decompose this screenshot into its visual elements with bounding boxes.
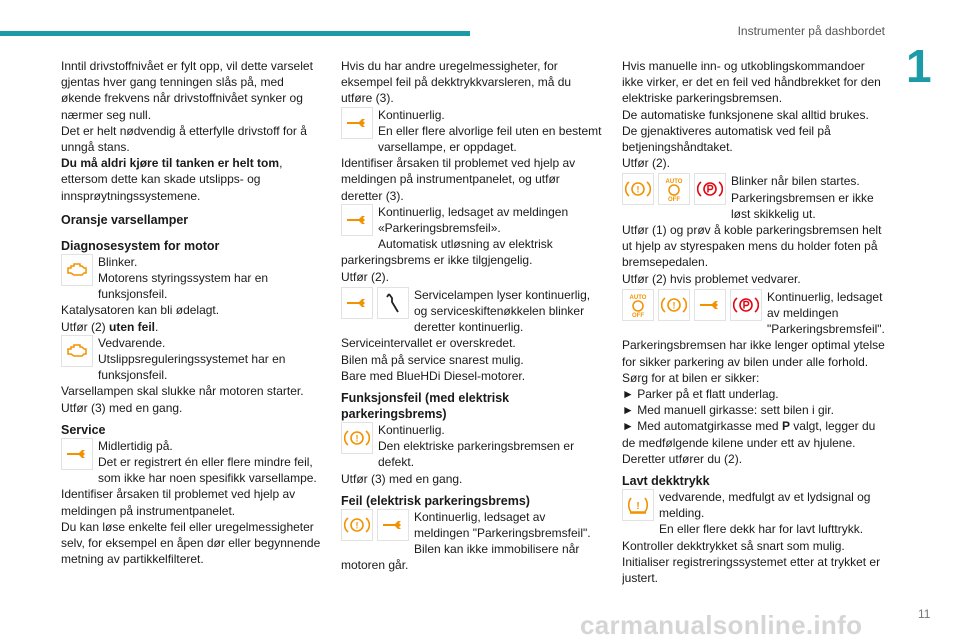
line: Utfør (2). bbox=[341, 269, 389, 284]
warning-item bbox=[622, 289, 886, 386]
line: Sørg for at bilen er sikker: bbox=[622, 370, 760, 385]
line: Midlertidig på. bbox=[98, 438, 173, 453]
section-heading: Oransje varsellamper bbox=[61, 212, 189, 227]
wrench-icon bbox=[61, 438, 93, 470]
wrench-icon bbox=[377, 509, 409, 541]
line: Identifiser årsaken til problemet ved hjelp av meldingen på instrumentpanelet. bbox=[61, 487, 296, 518]
paragraph: Inntil drivstoffnivået er fylt opp, vil dette varselet gjentas hver gang tenningen slås på, med økende frekvens når drivstoffnivået synker og nærmer seg null. bbox=[61, 59, 313, 122]
page-header-title: Instrumenter på dashbordet bbox=[737, 24, 885, 38]
paragraph: Hvis manuelle inn- og utkoblingskommandoer ikke virker, er det en feil ved håndbrekket for den elektriske parkeringsbremsen. bbox=[622, 59, 881, 106]
parking-brake-fault-icon bbox=[341, 509, 373, 541]
parking-brake-fault-icon bbox=[658, 289, 690, 321]
column-3 bbox=[622, 58, 886, 586]
auto-off-icon bbox=[622, 289, 654, 321]
section-heading: Service bbox=[61, 422, 106, 437]
line: Den elektriske parkeringsbremsen er defekt. bbox=[378, 439, 575, 470]
engine-icon bbox=[61, 335, 93, 367]
line: Utfør (2) hvis problemet vedvarer. bbox=[622, 271, 801, 286]
paragraph: De automatiske funksjonene skal alltid brukes. bbox=[622, 107, 869, 122]
line: Du kan løse enkelte feil eller uregelmessigheter selv, for eksempel en åpen dør eller begynnende metning av partikkelfilteret. bbox=[61, 519, 321, 567]
page-number: 11 bbox=[918, 607, 931, 621]
parking-brake-p-icon bbox=[730, 289, 762, 321]
paragraph: De gjenaktiveres automatisk ved feil på betjeningshåndtaket. bbox=[622, 123, 831, 155]
action-plain: Utfør (2) bbox=[61, 319, 109, 334]
off-label: OFF bbox=[632, 312, 644, 318]
line: Kontinuerlig, ledsaget av meldingen "Parkeringsbremsfeil". bbox=[767, 289, 885, 337]
line: Det er registrert én eller flere mindre feil, som ikke har noen spesifikk varsellampe. bbox=[98, 455, 317, 486]
line: Kontinuerlig, ledsaget av meldingen «Parkeringsbremsfeil». bbox=[378, 204, 569, 236]
warning-bold: Du må aldri kjøre til tanken er helt tom bbox=[61, 156, 280, 171]
warning-rest: , ettersom dette kan skade utslipps- og innsprøytningssystemene. bbox=[61, 156, 283, 203]
parking-brake-fault-icon bbox=[622, 173, 654, 205]
bullet-bold: P bbox=[781, 419, 790, 434]
line: Automatisk utløsning av elektrisk parkeringsbrems er ikke tilgjengelig. bbox=[341, 237, 553, 268]
paragraph: Utfør (2). bbox=[622, 156, 670, 171]
line: Kontinuerlig, ledsaget av meldingen "Parkeringsbremsfeil". bbox=[414, 509, 591, 541]
svg-text:!: ! bbox=[636, 184, 640, 195]
line: Bare med BlueHDi Diesel-motorer. bbox=[341, 368, 526, 383]
warning-item bbox=[622, 173, 886, 286]
line: Blinker når bilen startes. bbox=[731, 174, 860, 189]
auto-label: AUTO bbox=[665, 179, 683, 186]
parking-brake-p-icon bbox=[694, 173, 726, 205]
line: En eller flere alvorlige feil uten en bestemt varsellampe, er oppdaget. bbox=[378, 123, 602, 155]
line: Parkeringsbremsen er ikke løst skikkelig ut. bbox=[731, 190, 874, 221]
line: Kontinuerlig. bbox=[378, 423, 445, 438]
action-bold: uten feil bbox=[109, 319, 156, 334]
line: Utfør (1) og prøv å koble parkeringsbremsen helt ut hjelp av styrespaken mens du holder foten på bremsepedalen. bbox=[622, 223, 882, 270]
svg-text:!: ! bbox=[355, 433, 359, 444]
watermark: carmanualsonline.info bbox=[580, 610, 863, 640]
line: Vedvarende. bbox=[98, 335, 166, 350]
line: Kontinuerlig. bbox=[378, 107, 445, 122]
section-heading: Lavt dekktrykk bbox=[622, 474, 710, 489]
warning-item bbox=[341, 422, 603, 487]
auto-off-icon bbox=[658, 173, 690, 205]
action-end: . bbox=[155, 319, 159, 334]
wrench-icon bbox=[341, 107, 373, 139]
line: vedvarende, medfulgt av et lydsignal og melding. bbox=[659, 490, 871, 521]
line: Parkeringsbremsen har ikke lenger optimal ytelse for sikker parkering av bilen under alle forhold. bbox=[622, 338, 885, 369]
bullet-item bbox=[622, 418, 886, 450]
engine-icon bbox=[61, 254, 93, 286]
line: Serviceintervallet er overskredet. bbox=[341, 336, 516, 351]
tyre-pressure-icon bbox=[622, 489, 654, 521]
action-line bbox=[61, 319, 325, 335]
warning-item bbox=[622, 489, 886, 586]
line: Servicelampen lyser kontinuerlig, og serviceskiftenøkkelen blinker deretter kontinuerlig. bbox=[414, 287, 591, 335]
line: Bilen kan ikke immobilisere når motoren går. bbox=[341, 542, 580, 573]
warning-item bbox=[61, 438, 325, 568]
column-1 bbox=[61, 58, 325, 567]
line: Motorens styringssystem har en funksjonsfeil. bbox=[98, 271, 269, 302]
warning-item bbox=[341, 287, 603, 384]
line: Utslippsreguleringssystemet har en funksjonsfeil. bbox=[98, 352, 286, 383]
line: En eller flere dekk har for lavt lufttrykk. bbox=[659, 522, 864, 537]
service-spanner-icon bbox=[377, 287, 409, 319]
off-label: OFF bbox=[668, 197, 680, 203]
column-2 bbox=[341, 58, 603, 574]
warning-item bbox=[341, 107, 603, 204]
svg-text:!: ! bbox=[636, 501, 640, 513]
warning-item bbox=[61, 254, 325, 335]
wrench-icon bbox=[694, 289, 726, 321]
section-heading: Feil (elektrisk parkeringsbrems) bbox=[341, 493, 530, 508]
warning-item bbox=[341, 204, 603, 285]
parking-brake-fault-icon bbox=[341, 422, 373, 454]
line: Varsellampen skal slukke når motoren starter. bbox=[61, 384, 304, 399]
warning-item bbox=[61, 335, 325, 416]
svg-text:!: ! bbox=[355, 520, 359, 531]
wrench-icon bbox=[341, 287, 373, 319]
warning-paragraph bbox=[61, 155, 325, 204]
line: Utfør (3) med en gang. bbox=[61, 400, 183, 415]
line: Blinker. bbox=[98, 254, 138, 269]
line: Initialiser registreringssystemet etter at trykket er justert. bbox=[622, 554, 881, 586]
section-heading: Diagnosesystem for motor bbox=[61, 238, 220, 253]
chapter-number: 1 bbox=[906, 40, 932, 92]
line: Kontroller dekktrykket så snart som mulig. bbox=[622, 538, 845, 553]
header-accent-bar bbox=[0, 31, 470, 36]
bullet-post: valgt, legger du de medfølgende kilene under ett av hjulene. bbox=[622, 419, 876, 450]
svg-text:!: ! bbox=[672, 300, 676, 311]
bullet-pre: ► Med automatgirkasse med bbox=[622, 419, 782, 434]
bullet-item: ► Parker på et flatt underlag. bbox=[622, 387, 779, 402]
section-heading: Funksjonsfeil (med elektrisk parkeringsbrems) bbox=[341, 391, 510, 422]
line: Katalysatoren kan bli ødelagt. bbox=[61, 303, 220, 318]
line: Bilen må på service snarest mulig. bbox=[341, 352, 524, 367]
line: Utfør (3) med en gang. bbox=[341, 471, 463, 486]
paragraph: Det er helt nødvendig å etterfylle drivstoff for å unngå stans. bbox=[61, 123, 307, 155]
line: Identifiser årsaken til problemet ved hjelp av meldingen på instrumentpanelet, og utfør deretter (3). bbox=[341, 156, 576, 203]
warning-item bbox=[341, 509, 603, 574]
paragraph: Hvis du har andre uregelmessigheter, for eksempel feil på dekktrykkvarsleren, må du utføre (3). bbox=[341, 59, 572, 106]
paragraph: Deretter utfører du (2). bbox=[622, 451, 743, 466]
auto-label: AUTO bbox=[629, 294, 647, 301]
wrench-icon bbox=[341, 204, 373, 236]
bullet-item: ► Med manuell girkasse: sett bilen i gir. bbox=[622, 403, 834, 418]
